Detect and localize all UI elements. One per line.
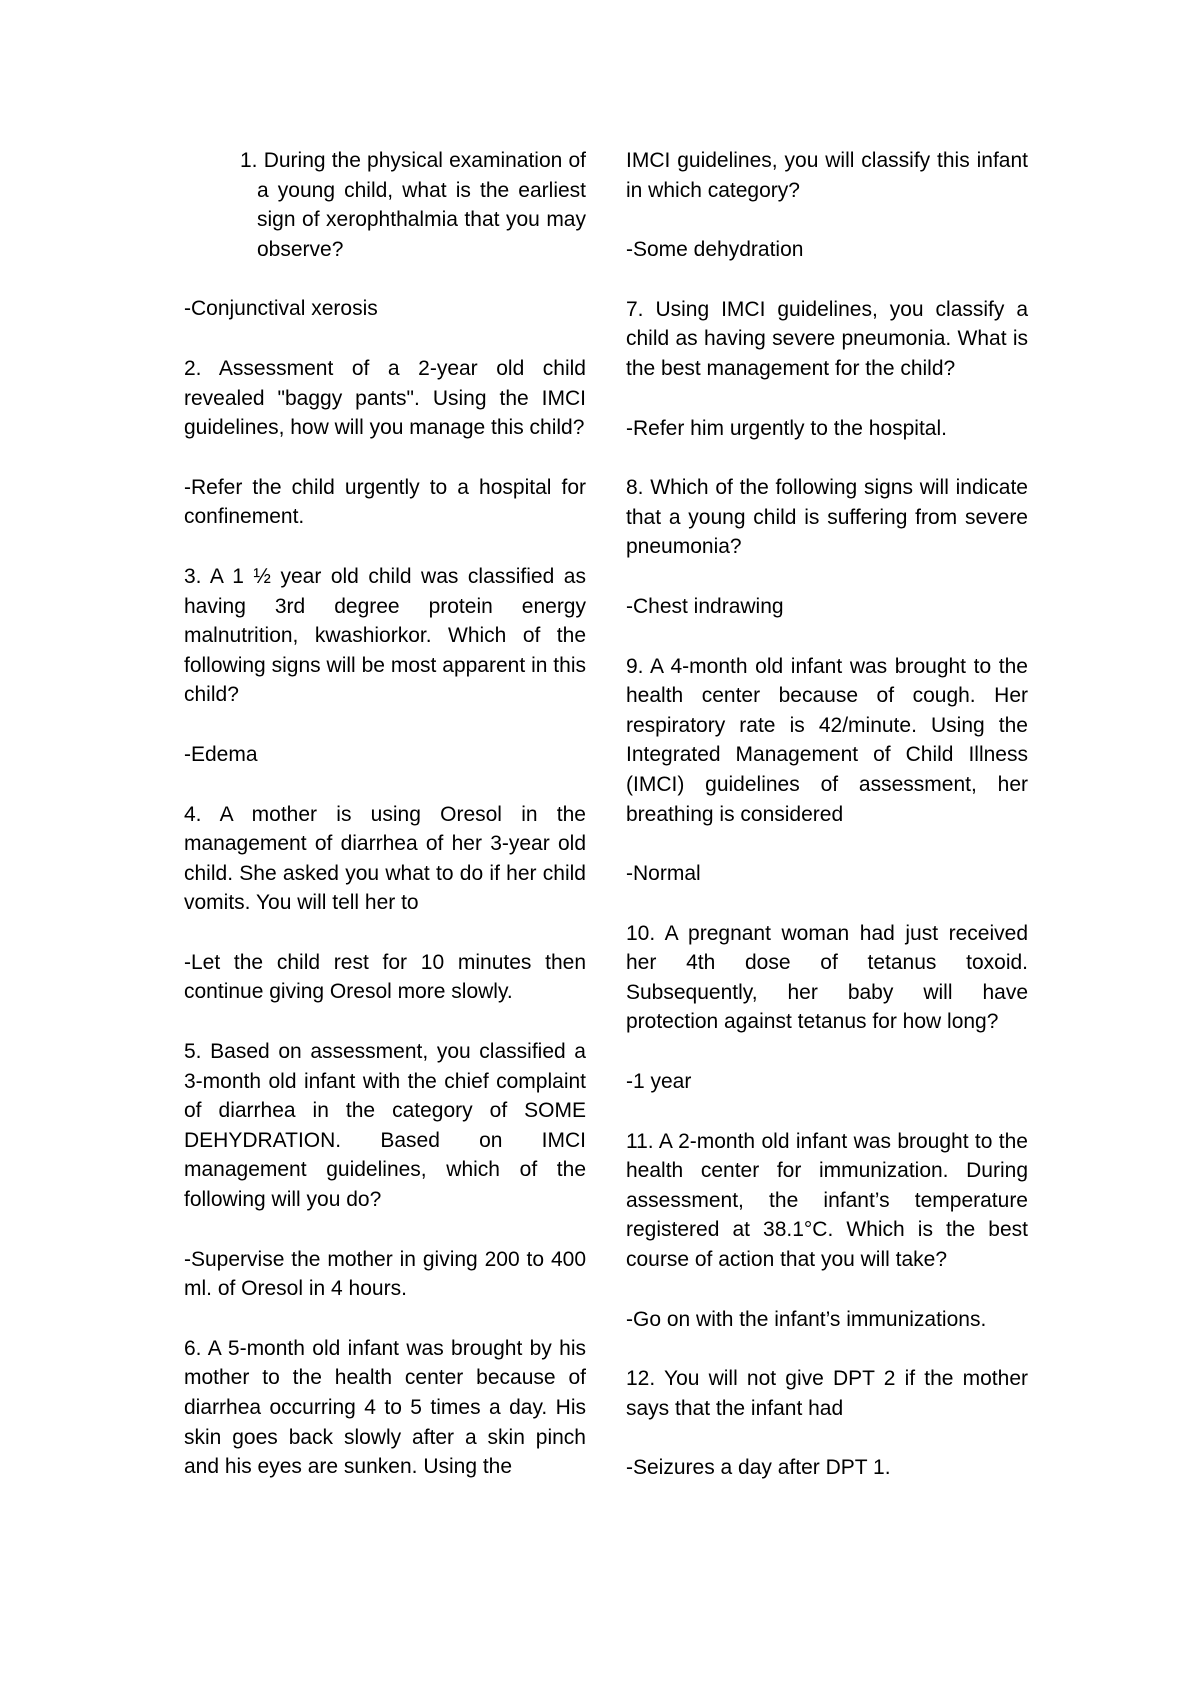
question-10 <box>626 919 1028 1037</box>
question-text: A mother is using Oresol in the management of diarrhea of her 3-year old child. She asked you what to do if her child vomits. You will tell her to <box>184 802 586 915</box>
question-text: Using IMCI guidelines, you classify a child as having severe pneumonia. What is the best management for the child? <box>626 297 1028 380</box>
question-number: 11. <box>626 1129 654 1153</box>
question-number: 5. <box>184 1040 202 1064</box>
question-text: Which of the following signs will indicate that a young child is suffering from severe pneumonia? <box>626 476 1028 559</box>
answer-3: -Edema <box>184 742 258 766</box>
question-text: A 4-month old infant was brought to the health center because of cough. Her respiratory rate is 42/minute. Using the Integrated Management of Child Illness (IMCI) guidelines of assessment, her breathing is considered <box>626 654 1028 826</box>
question-text: During the physical examination of a young child, what is the earliest sign of xerophthalmia that you may observe? <box>257 149 586 261</box>
question-text: Based on assessment, you classified a 3-month old infant with the chief complaint of diarrhea in the category of SOME DEHYDRATION. Based on IMCI management guidelines, which of the following will you do? <box>184 1040 586 1212</box>
question-text: A pregnant woman had just received her 4th dose of tetanus toxoid. Subsequently, her baby will have protection against tetanus for how long? <box>626 921 1028 1034</box>
right-column <box>626 146 1028 1513</box>
question-number: 6. <box>184 1336 202 1360</box>
answer-9: -Normal <box>626 862 701 886</box>
answer-12: -Seizures a day after DPT 1. <box>626 1456 891 1480</box>
question-number: 3. <box>184 564 202 588</box>
answer-7: -Refer him urgently to the hospital. <box>626 416 947 440</box>
question-5 <box>184 1037 586 1215</box>
left-column <box>184 146 586 1512</box>
question-6 <box>184 1334 586 1482</box>
question-6-continuation: IMCI guidelines, you will classify this infant in which category? <box>626 149 1028 202</box>
question-number: 1. <box>240 149 258 172</box>
question-text: A 2-month old infant was brought to the health center for immunization. During assessment, the infant’s temperature registered at 38.1°C. Which is the best course of action that you will take? <box>626 1129 1028 1272</box>
question-3 <box>184 562 586 710</box>
answer-10: -1 year <box>626 1070 692 1094</box>
question-number: 12. <box>626 1367 656 1391</box>
question-11 <box>626 1127 1028 1275</box>
question-number: 7. <box>626 297 644 321</box>
question-number: 4. <box>184 802 202 826</box>
question-text: A 5-month old infant was brought by his mother to the health center because of diarrhea occurring 4 to 5 times a day. His skin goes back slowly after a skin pinch and his eyes are sunken. Using the <box>184 1336 586 1479</box>
question-text: A 1 ½ year old child was classified as having 3rd degree protein energy malnutrition, kwashiorkor. Which of the following signs will be most apparent in this child? <box>184 564 586 707</box>
question-number: 8. <box>626 476 644 500</box>
answer-6: -Some dehydration <box>626 238 804 262</box>
question-number: 2. <box>184 356 202 380</box>
question-7 <box>626 295 1028 384</box>
question-text: You will not give DPT 2 if the mother says that the infant had <box>626 1367 1028 1420</box>
question-1 <box>184 146 586 264</box>
question-12 <box>626 1364 1028 1423</box>
answer-11: -Go on with the infant’s immunizations. <box>626 1307 987 1331</box>
answer-8: -Chest indrawing <box>626 594 784 618</box>
answer-5: -Supervise the mother in giving 200 to 400 ml. of Oresol in 4 hours. <box>184 1247 586 1301</box>
question-9 <box>626 652 1028 830</box>
question-4 <box>184 800 586 918</box>
answer-2: -Refer the child urgently to a hospital for confinement. <box>184 475 586 529</box>
question-text: Assessment of a 2-year old child revealed "baggy pants". Using the IMCI guidelines, how will you manage this child? <box>184 356 586 440</box>
question-8 <box>626 473 1028 562</box>
answer-4: -Let the child rest for 10 minutes then continue giving Oresol more slowly. <box>184 950 586 1004</box>
question-2 <box>184 354 586 443</box>
question-number: 10. <box>626 921 656 945</box>
answer-1: -Conjunctival xerosis <box>184 297 378 321</box>
question-number: 9. <box>626 654 644 678</box>
